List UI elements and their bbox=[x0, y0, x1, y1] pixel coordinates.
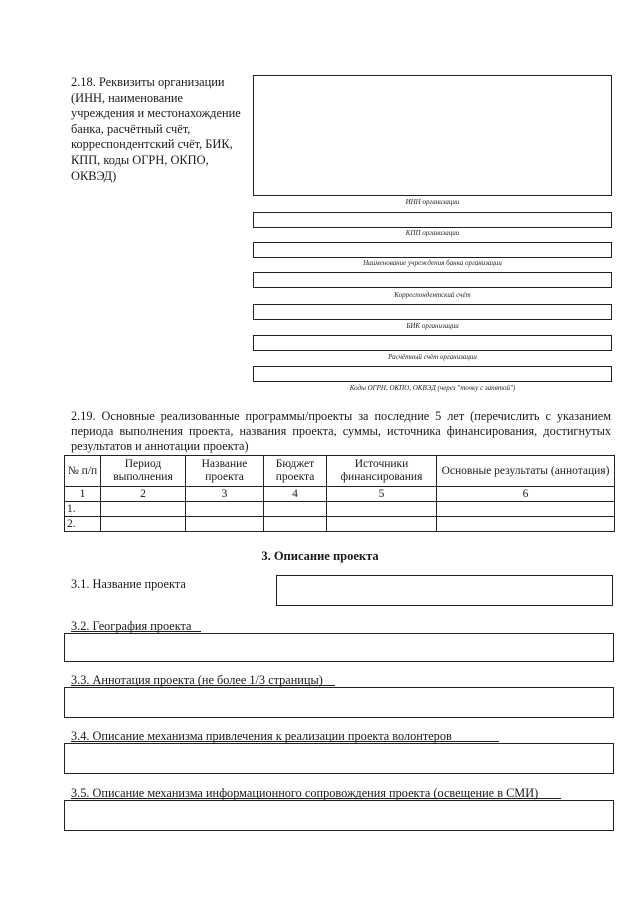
table-cell[interactable] bbox=[327, 502, 437, 517]
project-name-field[interactable] bbox=[276, 575, 613, 606]
column-number: 3 bbox=[186, 487, 264, 502]
header-budget: Бюджет проекта bbox=[264, 456, 327, 487]
column-number: 6 bbox=[437, 487, 615, 502]
field-caption-settlement-account: Расчётный счёт организации bbox=[388, 353, 477, 361]
project-annotation-label: 3.3. Аннотация проекта (не более 1/3 страницы) bbox=[71, 673, 323, 687]
column-number: 5 bbox=[327, 487, 437, 502]
field-caption-corr-account: Корреспондентский счёт bbox=[394, 291, 471, 299]
corr-account-field[interactable] bbox=[253, 304, 612, 320]
media-coverage-field[interactable] bbox=[64, 800, 614, 831]
project-geography-field[interactable] bbox=[64, 633, 614, 662]
table-cell[interactable] bbox=[264, 502, 327, 517]
label-underline bbox=[71, 798, 561, 799]
projects-table bbox=[64, 455, 615, 532]
header-results: Основные результаты (аннотация) bbox=[437, 456, 615, 487]
kpp-field[interactable] bbox=[253, 242, 612, 258]
header-period: Период выполнения bbox=[101, 456, 186, 487]
section-title: 3. Описание проекта bbox=[261, 549, 379, 563]
table-header-row bbox=[65, 456, 615, 487]
table-column-numbers-row bbox=[65, 487, 615, 502]
column-number: 1 bbox=[65, 487, 101, 502]
table-cell[interactable] bbox=[186, 502, 264, 517]
field-caption-inn: ИНН организации bbox=[405, 198, 460, 206]
column-number: 2 bbox=[101, 487, 186, 502]
table-cell[interactable] bbox=[186, 517, 264, 532]
volunteers-field[interactable] bbox=[64, 743, 614, 774]
column-number: 4 bbox=[264, 487, 327, 502]
projects-description: 2.19. Основные реализованные программы/проекты за последние 5 лет (перечислить с указанием периода выполнения проекта, названия проекта, суммы, источника финансирования, достигнутых результатов и аннотации проекта) bbox=[71, 409, 611, 453]
row-number: 2. bbox=[65, 517, 101, 532]
header-number: № п/п bbox=[65, 456, 101, 487]
field-caption-kpp: КПП организации bbox=[405, 229, 460, 237]
row-number: 1. bbox=[65, 502, 101, 517]
requisites-input-box[interactable] bbox=[253, 75, 612, 196]
settlement-account-field[interactable] bbox=[253, 366, 612, 382]
project-geography-label: 3.2. География проекта bbox=[71, 619, 192, 633]
field-caption-codes: Коды ОГРН, ОКПО, ОКВЭД (через "точку с запятой") bbox=[349, 384, 516, 392]
table-cell[interactable] bbox=[101, 502, 186, 517]
field-caption-bik: БИК организации bbox=[406, 322, 459, 330]
project-annotation-field[interactable] bbox=[64, 687, 614, 718]
header-sources: Источники финансирования bbox=[327, 456, 437, 487]
table-cell[interactable] bbox=[327, 517, 437, 532]
media-coverage-label: 3.5. Описание механизма информационного сопровождения проекта (освещение в СМИ) bbox=[71, 786, 539, 800]
field-caption-bank-name: Наименование учреждения банка организации bbox=[363, 259, 502, 267]
header-name: Название проекта bbox=[186, 456, 264, 487]
label-underline bbox=[71, 685, 335, 686]
volunteers-label: 3.4. Описание механизма привлечения к реализации проекта волонтеров bbox=[71, 729, 452, 743]
label-underline bbox=[71, 741, 499, 742]
table-cell[interactable] bbox=[437, 517, 615, 532]
project-name-label: 3.1. Название проекта bbox=[71, 577, 186, 591]
table-cell[interactable] bbox=[101, 517, 186, 532]
inn-field[interactable] bbox=[253, 212, 612, 228]
label-underline bbox=[71, 631, 201, 632]
table-cell[interactable] bbox=[437, 502, 615, 517]
requisites-label: 2.18. Реквизиты организации (ИНН, наименование учреждения и местонахождение банка, расчётный счёт, корреспондентский счёт, БИК, КПП, коды ОГРН, ОКПО, ОКВЭД) bbox=[71, 75, 241, 183]
table-row bbox=[65, 517, 615, 532]
table-row bbox=[65, 502, 615, 517]
bank-name-field[interactable] bbox=[253, 272, 612, 288]
bik-field[interactable] bbox=[253, 335, 612, 351]
table-cell[interactable] bbox=[264, 517, 327, 532]
